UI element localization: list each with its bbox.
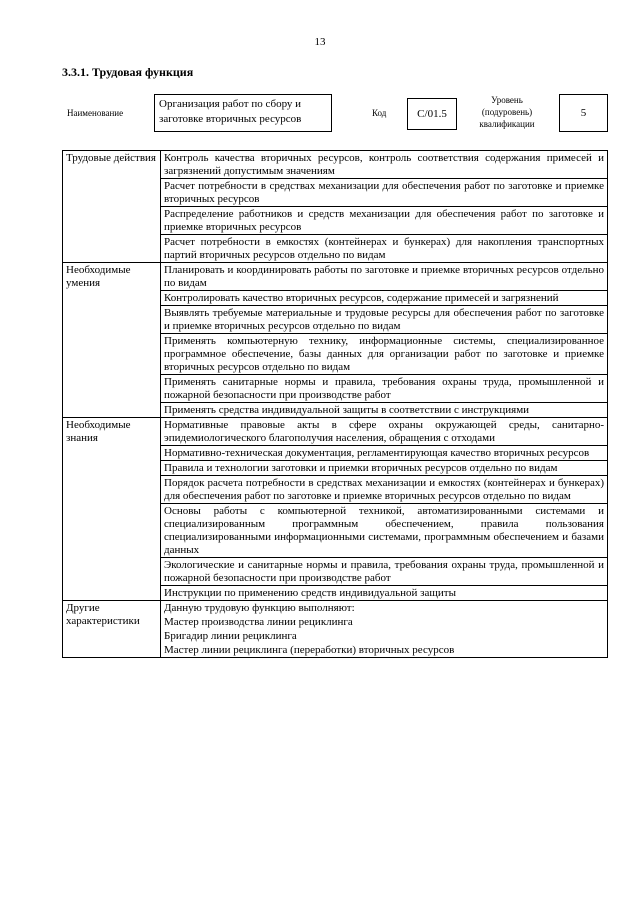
code-label: Код — [372, 108, 387, 118]
table-cell: Порядок расчета потребности в средствах механизации и емкостях (контейнерах и бункерах) для обеспечения работ по заготовке и приемке вторичных ресурсов отдельно по видам — [161, 476, 608, 504]
name-value-box: Организация работ по сбору и заготовке вторичных ресурсов — [154, 94, 332, 132]
page-number: 13 — [314, 36, 326, 48]
function-table — [62, 150, 608, 658]
table-cell: Нормативные правовые акты в сфере охраны окружающей среды, санитарно-эпидемиологического благополучия населения, обращения с отходами — [161, 418, 608, 446]
name-label: Наименование — [67, 108, 124, 118]
table-cell: Бригадир линии рециклинга — [161, 629, 608, 643]
table-cell: Расчет потребности в средствах механизации для обеспечения работ по заготовке и приемке вторичных ресурсов — [161, 179, 608, 207]
table-cell: Расчет потребности в емкостях (контейнерах и бункерах) для накопления транспортных партий вторичных ресурсов отдельно по видам — [161, 235, 608, 263]
table-cell: Контроль качества вторичных ресурсов, контроль соответствия содержания примесей и загрязнений допустимым значениям — [161, 151, 608, 179]
code-value-box: С/01.5 — [407, 98, 457, 130]
table-cell: Нормативно-техническая документация, регламентирующая качество вторичных ресурсов — [161, 446, 608, 461]
level-label — [467, 94, 547, 130]
table-row — [63, 151, 608, 179]
table-cell: Данную трудовую функцию выполняют: — [161, 601, 608, 616]
row-label-knowledge: Необходимые знания — [63, 418, 161, 601]
section-title: 3.3.1. Трудовая функция — [62, 65, 194, 79]
table-cell: Применять компьютерную технику, информационные системы, специализированное программное обеспечение, базы данных для организации работ по заготовке и приемке вторичных ресурсов отдельно по видам — [161, 334, 608, 375]
row-label-other: Другие характеристики — [63, 601, 161, 658]
table-row — [63, 418, 608, 446]
level-label-line-2: (подуровень) — [481, 107, 533, 117]
function-header — [62, 94, 608, 134]
row-label-skills: Необходимые умения — [63, 263, 161, 418]
level-value-box: 5 — [559, 94, 608, 132]
level-label-line-3: квалификации — [479, 119, 535, 129]
table-cell: Контролировать качество вторичных ресурсов, содержание примесей и загрязнений — [161, 291, 608, 306]
table-cell: Распределение работников и средств механизации для обеспечения работ по заготовке и приемке вторичных ресурсов — [161, 207, 608, 235]
table-cell: Применять средства индивидуальной защиты в соответствии с инструкциями — [161, 403, 608, 418]
level-label-line-1: Уровень — [491, 95, 523, 105]
table-cell: Мастер производства линии рециклинга — [161, 615, 608, 629]
table-cell: Инструкции по применению средств индивидуальной защиты — [161, 586, 608, 601]
table-cell: Применять санитарные нормы и правила, требования охраны труда, промышленной и пожарной безопасности при производстве работ — [161, 375, 608, 403]
table-cell: Выявлять требуемые материальные и трудовые ресурсы для обеспечения работ по заготовке и приемке вторичных ресурсов отдельно по видам — [161, 306, 608, 334]
table-cell: Мастер линии рециклинга (переработки) вторичных ресурсов — [161, 643, 608, 658]
table-row — [63, 263, 608, 291]
table-cell: Основы работы с компьютерной техникой, автоматизированными системами и специализированным программным обеспечением, правила пользования специализированными информационными системами, программным обеспечением и базами данных — [161, 504, 608, 558]
row-label-actions: Трудовые действия — [63, 151, 161, 263]
table-cell: Планировать и координировать работы по заготовке и приемке вторичных ресурсов отдельно по видам — [161, 263, 608, 291]
table-row — [63, 601, 608, 616]
table-cell: Экологические и санитарные нормы и правила, требования охраны труда, промышленной и пожарной безопасности при производстве работ — [161, 558, 608, 586]
table-cell: Правила и технологии заготовки и приемки вторичных ресурсов отдельно по видам — [161, 461, 608, 476]
